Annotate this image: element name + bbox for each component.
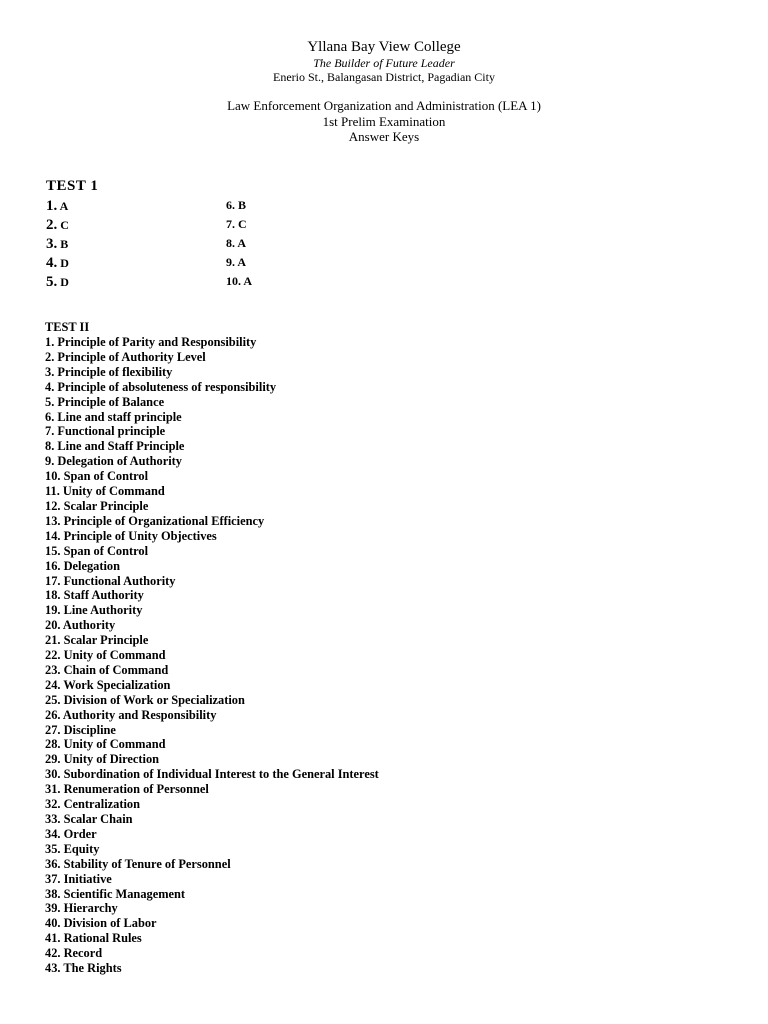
test1-item-number: 1. (46, 198, 58, 214)
test2-section (45, 320, 379, 976)
test2-item: 18. Staff Authority (45, 588, 144, 603)
test2-item: 20. Authority (45, 618, 116, 633)
college-address: Enerio St., Balangasan District, Pagadian City (273, 70, 495, 84)
test2-title: TEST II (45, 320, 90, 334)
test2-item: 13. Principle of Organizational Efficiency (45, 513, 265, 528)
test1-item-answer: B (60, 237, 69, 251)
test1-title: TEST 1 (46, 178, 99, 194)
test2-item: 15. Span of Control (45, 543, 149, 558)
college-motto: The Builder of Future Leader (313, 56, 455, 70)
test2-item: 38. Scientific Management (45, 886, 186, 901)
test2-item: 27. Discipline (45, 722, 116, 737)
test2-item: 7. Functional principle (45, 424, 166, 439)
test1-item-answer: A (59, 199, 69, 213)
test2-item: 33. Scalar Chain (45, 812, 133, 826)
test1-answer: 6. B (226, 198, 247, 212)
test1-row (46, 198, 306, 217)
test1-answer-grid (46, 198, 306, 293)
test1-answer: 7. C (226, 217, 247, 231)
test2-item: 36. Stability of Tenure of Personnel (45, 856, 231, 871)
test1-answer: 10. A (226, 274, 253, 288)
test2-item: 6. Line and staff principle (45, 409, 182, 424)
test2-item: 14. Principle of Unity Objectives (45, 528, 217, 543)
test1-answer (46, 217, 69, 234)
test2-item: 17. Functional Authority (45, 573, 176, 588)
test2-item: 9. Delegation of Authority (45, 454, 182, 469)
exam-title: 1st Prelim Examination (322, 114, 446, 129)
test2-item: 12. Scalar Principle (45, 498, 149, 513)
test2-item: 32. Centralization (45, 797, 140, 812)
test1-row (46, 236, 306, 255)
test1-item-answer: D (60, 275, 69, 289)
test2-item: 3. Principle of flexibility (45, 364, 173, 379)
test2-item: 29. Unity of Direction (45, 752, 160, 767)
test2-item: 19. Line Authority (45, 603, 143, 618)
test2-item: 21. Scalar Principle (45, 633, 149, 648)
test2-item: 37. Initiative (45, 871, 112, 886)
test1-answer (46, 198, 68, 215)
test1-answer (46, 274, 69, 291)
test2-item: 30. Subordination of Individual Interest to the General Interest (45, 767, 379, 782)
test1-item-number: 4. (46, 255, 58, 271)
college-name: Yllana Bay View College (307, 39, 461, 55)
test2-answer-list (45, 335, 379, 976)
test2-item: 16. Delegation (45, 558, 121, 573)
test2-item: 23. Chain of Command (45, 662, 169, 677)
test2-item: 24. Work Specialization (45, 677, 171, 692)
test2-item: 35. Equity (45, 841, 100, 856)
test1-answer: 8. A (226, 236, 247, 250)
test2-item: 4. Principle of absoluteness of responsibility (45, 379, 277, 394)
test1-row (46, 255, 306, 274)
course-title: Law Enforcement Organization and Administration (LEA 1) (227, 98, 541, 113)
test2-item: 42. Record (45, 946, 103, 961)
test1-item-number: 2. (46, 217, 58, 233)
test1-item-number: 3. (46, 236, 58, 252)
test2-item: 25. Division of Work or Specialization (45, 692, 245, 707)
test1-answer (46, 236, 68, 253)
test2-item: 28. Unity of Command (45, 737, 166, 752)
test2-item: 41. Rational Rules (45, 931, 142, 946)
test1-answer (46, 255, 69, 272)
test2-item: 11. Unity of Command (45, 484, 165, 499)
test1-item-answer: C (60, 218, 69, 232)
test2-item: 8. Line and Staff Principle (45, 439, 185, 454)
test1-answer: 9. A (226, 255, 247, 269)
test2-item: 5. Principle of Balance (45, 394, 165, 409)
test2-item: 34. Order (45, 826, 97, 841)
test2-item: 22. Unity of Command (45, 648, 166, 663)
test2-item: 39. Hierarchy (45, 901, 118, 916)
test2-item: 26. Authority and Responsibility (45, 707, 217, 722)
test1-item-answer: D (60, 256, 69, 270)
test2-item: 31. Renumeration of Personnel (45, 782, 209, 797)
test2-item: 2. Principle of Authority Level (45, 349, 206, 364)
test2-item: 40. Division of Labor (45, 916, 157, 931)
test1-row (46, 217, 306, 236)
test2-item: 1. Principle of Parity and Responsibility (45, 335, 257, 349)
test2-item: 43. The Rights (45, 961, 122, 976)
test2-item: 10. Span of Control (45, 469, 149, 484)
test1-row (46, 274, 306, 293)
test1-item-number: 5. (46, 274, 58, 290)
document-type: Answer Keys (348, 129, 420, 144)
